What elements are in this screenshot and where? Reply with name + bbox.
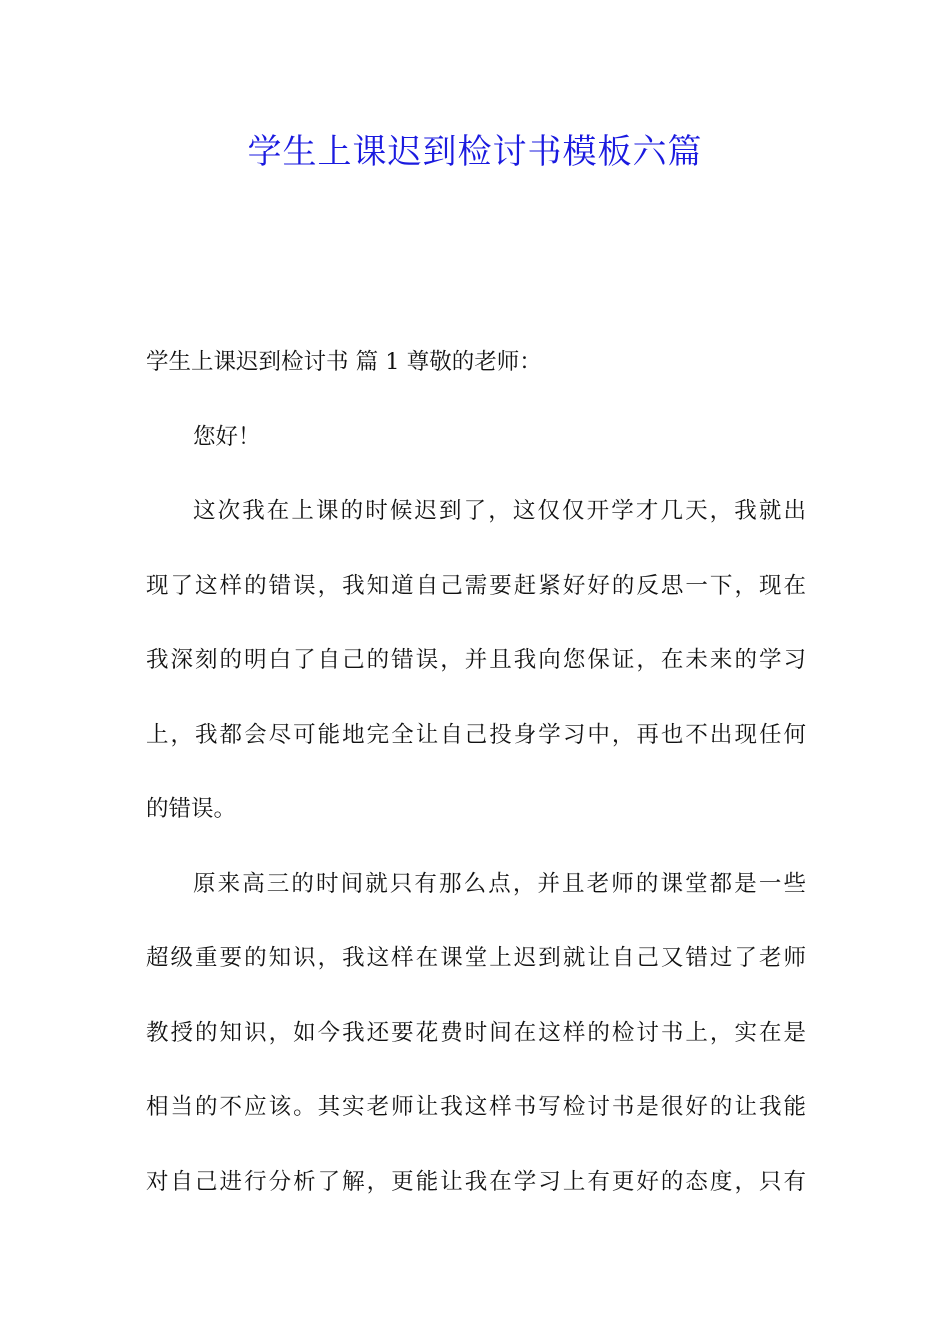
- text-line: 对自己进行分析了解，更能让我在学习上有更好的态度，只有: [146, 1168, 806, 1195]
- text-line: 相当的不应该。其实老师让我这样书写检讨书是很好的让我能: [146, 1094, 806, 1120]
- document-body: [146, 338, 806, 1232]
- text-line: 原来高三的时间就只有那么点，并且老师的课堂都是一些: [193, 870, 806, 897]
- text-line: 上，我都会尽可能地完全让自己投身学习中，再也不出现任何: [146, 721, 806, 748]
- text-line: 的错误。: [146, 796, 237, 822]
- text-line: 现了这样的错误，我知道自己需要赶紧好好的反思一下，现在: [146, 572, 806, 599]
- text-line-greeting: 您好！: [193, 423, 261, 450]
- text-line: 这次我在上课的时候迟到了，这仅仅开学才几天，我就出: [193, 498, 806, 524]
- text-line-heading: 学生上课迟到检讨书 篇 1 尊敬的老师：: [146, 349, 542, 375]
- text-line: 教授的知识，如今我还要花费时间在这样的检讨书上，实在是: [146, 1019, 806, 1046]
- text-line: 我深刻的明白了自己的错误，并且我向您保证，在未来的学习: [146, 647, 806, 673]
- document-title: 学生上课迟到检讨书模板六篇: [247, 132, 703, 172]
- text-line: 超级重要的知识，我这样在课堂上迟到就让自己又错过了老师: [146, 945, 806, 971]
